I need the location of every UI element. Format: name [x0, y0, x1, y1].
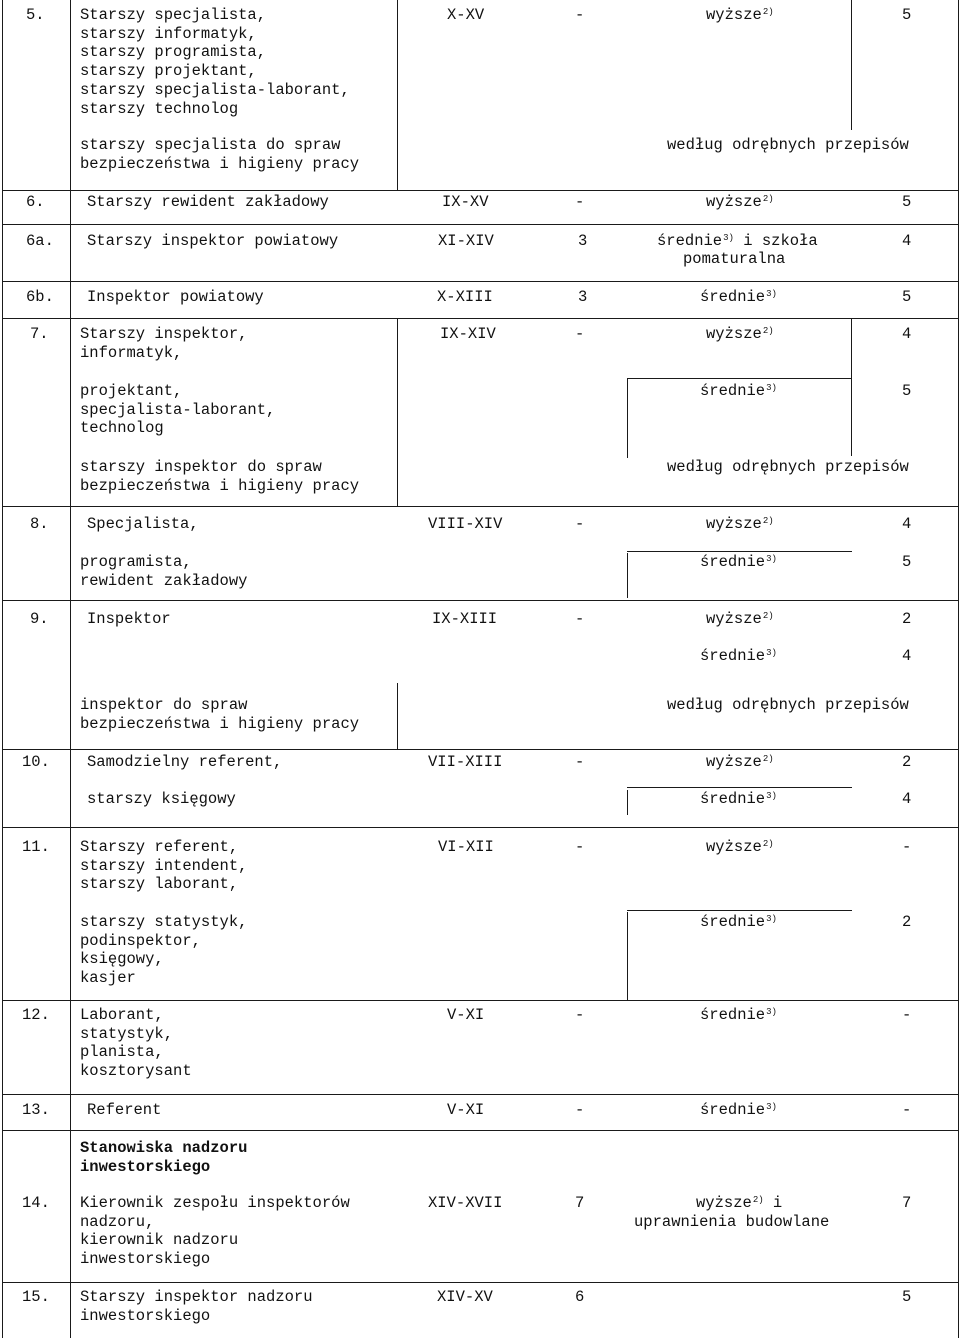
- education-cell: [700, 790, 777, 809]
- education-text: średnie: [700, 647, 766, 665]
- row-number: 8.: [30, 515, 49, 533]
- grade-range: IX-XV: [442, 193, 489, 211]
- table-rule: [2, 224, 959, 225]
- table-rule: [2, 827, 959, 828]
- table-rule: [627, 378, 852, 379]
- years-required: -: [575, 193, 585, 211]
- experience-years: 5: [902, 382, 912, 400]
- education-cell: [700, 553, 777, 572]
- experience-years: 2: [902, 913, 912, 931]
- table-rule: [2, 318, 959, 319]
- table-rule: [2, 1094, 959, 1095]
- education-cell: [700, 1006, 777, 1025]
- education-cell: [706, 838, 774, 857]
- grade-range: XIV-XVII: [428, 1194, 503, 1212]
- footnote-marker: 3): [766, 914, 777, 924]
- position-name: Starszy inspektor powiatowy: [87, 232, 339, 250]
- footnote-marker: 2): [762, 754, 774, 764]
- separate-rules-note: według odrębnych przepisów: [667, 696, 909, 714]
- education-text: średnie: [657, 232, 723, 250]
- years-required: -: [575, 753, 585, 771]
- table-rule: [627, 790, 628, 815]
- row-number: 7.: [30, 325, 49, 343]
- table-rule: [2, 0, 3, 1338]
- position-name: Inspektor powiatowy: [87, 288, 264, 306]
- experience-years: -: [902, 838, 912, 856]
- education-text: wyższe: [696, 1194, 752, 1212]
- education-text: średnie: [700, 1006, 766, 1024]
- table-rule: [70, 0, 71, 1338]
- row-number: 15.: [22, 1288, 50, 1306]
- table-rule: [397, 318, 398, 506]
- footnote-marker: 2): [762, 326, 774, 336]
- table-rule: [397, 683, 398, 749]
- years-required: -: [575, 515, 585, 533]
- section-heading: Stanowiska nadzoru inwestorskiego: [80, 1139, 248, 1176]
- experience-years: 4: [902, 790, 912, 808]
- grade-range: VII-XIII: [428, 753, 503, 771]
- footnote-marker: 2): [762, 194, 774, 204]
- table-rule: [627, 553, 628, 598]
- experience-years: 5: [902, 193, 912, 211]
- experience-years: 5: [902, 288, 912, 306]
- education-text: średnie: [700, 288, 766, 306]
- footnote-marker: 2): [762, 516, 774, 526]
- position-name: Referent: [87, 1101, 162, 1119]
- position-name: Inspektor: [87, 610, 171, 628]
- education-cell: [657, 232, 818, 251]
- experience-years: 4: [902, 232, 912, 250]
- separate-rules-note: według odrębnych przepisów: [667, 458, 909, 476]
- education-text: wyższe: [706, 6, 762, 24]
- education-cell: [706, 515, 774, 534]
- education-cell: [706, 193, 774, 212]
- footnote-marker: 2): [752, 1195, 764, 1205]
- separate-rules-note: według odrębnych przepisów: [667, 136, 909, 154]
- footnote-marker: 3): [766, 554, 777, 564]
- education-extra: i: [763, 1194, 783, 1212]
- education-text: średnie: [700, 1101, 766, 1119]
- table-rule: [627, 910, 852, 911]
- years-required: -: [575, 325, 585, 343]
- footnote-marker: 3): [766, 791, 777, 801]
- education-text: wyższe: [706, 515, 762, 533]
- table-rule: [851, 0, 852, 130]
- years-required: 7: [575, 1194, 585, 1212]
- footnote-marker: 2): [762, 7, 774, 17]
- experience-years: 5: [902, 1288, 912, 1306]
- experience-years: 4: [902, 647, 912, 665]
- row-number: 14.: [22, 1194, 50, 1212]
- education-text: wyższe: [706, 610, 762, 628]
- grade-range: IX-XIII: [432, 610, 498, 628]
- grade-range: V-XI: [447, 1006, 485, 1024]
- table-rule: [2, 190, 959, 191]
- education-cell: [706, 610, 774, 629]
- education-cell: [706, 6, 774, 25]
- years-required: 3: [578, 288, 588, 306]
- position-name: starszy księgowy: [87, 790, 236, 808]
- education-cell: [706, 325, 774, 344]
- experience-years: -: [902, 1006, 912, 1024]
- footnote-marker: 2): [762, 611, 774, 621]
- footnote-marker: 3): [766, 383, 777, 393]
- table-rule: [958, 0, 959, 1338]
- education-text: średnie: [700, 553, 766, 571]
- education-text: wyższe: [706, 193, 762, 211]
- education-text: średnie: [700, 790, 766, 808]
- grade-range: VI-XII: [438, 838, 494, 856]
- table-rule: [2, 600, 959, 601]
- years-required: 6: [575, 1288, 585, 1306]
- table-rule: [627, 912, 628, 1000]
- grade-range: V-XI: [447, 1101, 485, 1119]
- education-extra: i szkoła: [733, 232, 818, 250]
- footnote-marker: 3): [723, 233, 734, 243]
- experience-years: 4: [902, 325, 912, 343]
- table-rule: [2, 749, 959, 750]
- footnote-marker: 3): [766, 1102, 777, 1112]
- education-cell: [700, 288, 777, 307]
- table-rule: [2, 506, 959, 507]
- footnote-marker: 3): [766, 289, 777, 299]
- education-text: wyższe: [706, 325, 762, 343]
- footnote-marker: 2): [762, 839, 774, 849]
- experience-years: 4: [902, 515, 912, 533]
- row-number: 9.: [30, 610, 49, 628]
- experience-years: 2: [902, 753, 912, 771]
- years-required: 3: [578, 232, 588, 250]
- table-rule: [627, 378, 628, 458]
- position-name: Starszy rewident zakładowy: [87, 193, 329, 211]
- education-text: średnie: [700, 382, 766, 400]
- grade-range: X-XIII: [437, 288, 493, 306]
- row-number: 6.: [26, 193, 45, 211]
- row-number: 6b.: [26, 288, 54, 306]
- education-extra-line: uprawnienia budowlane: [634, 1213, 830, 1231]
- years-required: -: [575, 6, 585, 24]
- years-required: -: [575, 1101, 585, 1119]
- position-name: Laborant, statystyk, planista, kosztorysant: [80, 1006, 192, 1081]
- education-text: wyższe: [706, 838, 762, 856]
- education-cell: [706, 753, 774, 772]
- position-name: Starszy referent, starszy intendent, starszy laborant,: [80, 838, 248, 894]
- table-rule: [2, 1130, 959, 1131]
- row-number: 11.: [22, 838, 50, 856]
- position-name: Specjalista,: [87, 515, 199, 533]
- education-text: wyższe: [706, 753, 762, 771]
- table-rule: [2, 1282, 959, 1283]
- years-required: -: [575, 1006, 585, 1024]
- position-name: Samodzielny referent,: [87, 753, 283, 771]
- experience-years: 5: [902, 553, 912, 571]
- experience-years: 7: [902, 1194, 912, 1212]
- table-rule: [627, 787, 852, 788]
- education-cell: [700, 913, 777, 932]
- table-rule: [851, 318, 852, 456]
- table-rule: [2, 281, 959, 282]
- table-rule: [2, 1000, 959, 1001]
- row-number: 13.: [22, 1101, 50, 1119]
- education-extra-line: pomaturalna: [683, 250, 786, 268]
- experience-years: -: [902, 1101, 912, 1119]
- years-required: -: [575, 610, 585, 628]
- education-cell: [700, 647, 777, 666]
- footnote-marker: 3): [766, 1007, 777, 1017]
- row-number: 10.: [22, 753, 50, 771]
- position-name: Kierownik zespołu inspektorów nadzoru, kierownik nadzoru inwestorskiego: [80, 1194, 350, 1269]
- position-name: Starszy specjalista, starszy informatyk, starszy programista, starszy projektant, starszy specjalista-laborant, starszy technolog: [80, 6, 350, 118]
- position-name: projektant, specjalista-laborant, technolog: [80, 382, 276, 438]
- years-required: -: [575, 838, 585, 856]
- row-number: 5.: [26, 6, 45, 24]
- grade-range: XI-XIV: [438, 232, 494, 250]
- experience-years: 5: [902, 6, 912, 24]
- position-name: Starszy inspektor nadzoru inwestorskiego: [80, 1288, 313, 1325]
- position-name: inspektor do spraw bezpieczeństwa i higieny pracy: [80, 696, 360, 733]
- grade-range: IX-XIV: [440, 325, 496, 343]
- grade-range: X-XV: [447, 6, 485, 24]
- grade-range: XIV-XV: [437, 1288, 493, 1306]
- position-name: Starszy inspektor, informatyk,: [80, 325, 248, 362]
- row-number: 12.: [22, 1006, 50, 1024]
- education-cell: [700, 382, 777, 401]
- education-text: średnie: [700, 913, 766, 931]
- footnote-marker: 3): [766, 648, 777, 658]
- row-number: 6a.: [26, 232, 54, 250]
- grade-range: VIII-XIV: [428, 515, 503, 533]
- education-cell: [700, 1101, 777, 1120]
- position-name: starszy inspektor do spraw bezpieczeństwa i higieny pracy: [80, 458, 360, 495]
- position-name: starszy statystyk, podinspektor, księgowy, kasjer: [80, 913, 248, 988]
- table-rule: [397, 0, 398, 190]
- position-name: starszy specjalista do spraw bezpieczeństwa i higieny pracy: [80, 136, 360, 173]
- position-name: programista, rewident zakładowy: [80, 553, 248, 590]
- education-cell: [696, 1194, 782, 1213]
- experience-years: 2: [902, 610, 912, 628]
